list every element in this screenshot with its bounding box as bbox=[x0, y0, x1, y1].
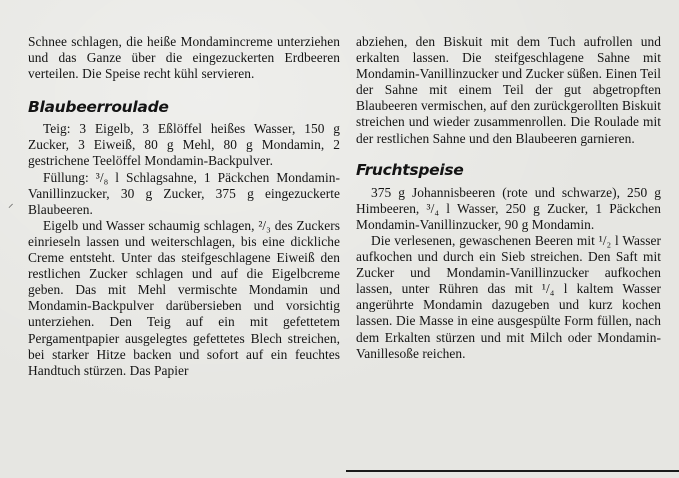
intro-paragraph: Schnee schlagen, die heiße Mondamincreme unterziehen und das Ganze über die eingezuckerten Erdbeeren verteilen. Die Speise recht kühl servieren. bbox=[28, 34, 340, 82]
ingredients-teig: Teig: 3 Eigelb, 3 Eßlöffel heißes Wasser, 150 g Zucker, 3 Eiweiß, 80 g Mehl, 80 g Mondamin, 2 gestrichene Teelöffel Mondamin-Backpulver. bbox=[28, 121, 340, 169]
bottom-rule bbox=[346, 470, 679, 472]
instructions-roulade-part1: Eigelb und Wasser schaumig schlagen, ²/₃ des Zuckers einrieseln lassen und weiterschlagen, bis eine dickliche Creme entsteht. Unter das steifgeschlagene Eiweiß den restlichen Zucker schlagen und auf die Eigelbcreme geben. Das mit Mehl vermischte Mondamin und Mondamin-Backpulver darübersieben und vorsichtig unterziehen. Den Teig auf ein mit gefettetem Pergamentpapier ausgelegtes gefettetes Blech streichen, bei starker Hitze backen und sofort auf ein feuchtes Handtuch stürzen. Das Papier bbox=[28, 217, 340, 378]
ingredients-fuellung: Füllung: ³/₈ l Schlagsahne, 1 Päckchen Mondamin-Vanillinzucker, 30 g Zucker, 375 g eingezuckerte Blaubeeren. bbox=[28, 169, 340, 217]
ingredients-fruchtspeise: 375 g Johannisbeeren (rote und schwarze), 250 g Himbeeren, ³/₄ l Wasser, 250 g Zucker, 1 Päckchen Mondamin-Vanillinzucker, 90 g Mondamin. bbox=[356, 184, 661, 232]
margin-mark: ⸝ bbox=[8, 198, 14, 210]
instructions-fruchtspeise: Die verlesenen, gewaschenen Beeren mit ¹/₂ l Wasser aufkochen und durch ein Sieb streichen. Den Saft mit Zucker und Mondamin-Vanillinzucker aufkochen lassen, unter Rühren das mit ¹/₄ l kaltem Wasser angerührte Mondamin dazugeben und kurz kochen lassen. Die Masse in eine ausgespülte Form füllen, nach dem Erkalten stürzen und mit Milch oder Mondamin-Vanillesoße reichen. bbox=[356, 232, 661, 361]
instructions-roulade-part2: abziehen, den Biskuit mit dem Tuch aufrollen und erkalten lassen. Die steifgeschlagene Sahne mit Mondamin-Vanillinzucker und Zucker süßen. Einen Teil der Sahne mit einem Teil der gut abgetropften Blaubeeren vermischen, auf den zurückgerollten Biskuit streichen und wieder zusammenrollen. Die Roulade mit der restlichen Sahne und den Blaubeeren garnieren. bbox=[356, 34, 661, 146]
right-column bbox=[356, 34, 661, 362]
recipe-heading-fruchtspeise: Fruchtspeise bbox=[356, 160, 464, 179]
left-column bbox=[28, 34, 340, 379]
recipe-heading-blaubeerroulade: Blaubeerroulade bbox=[28, 98, 169, 117]
